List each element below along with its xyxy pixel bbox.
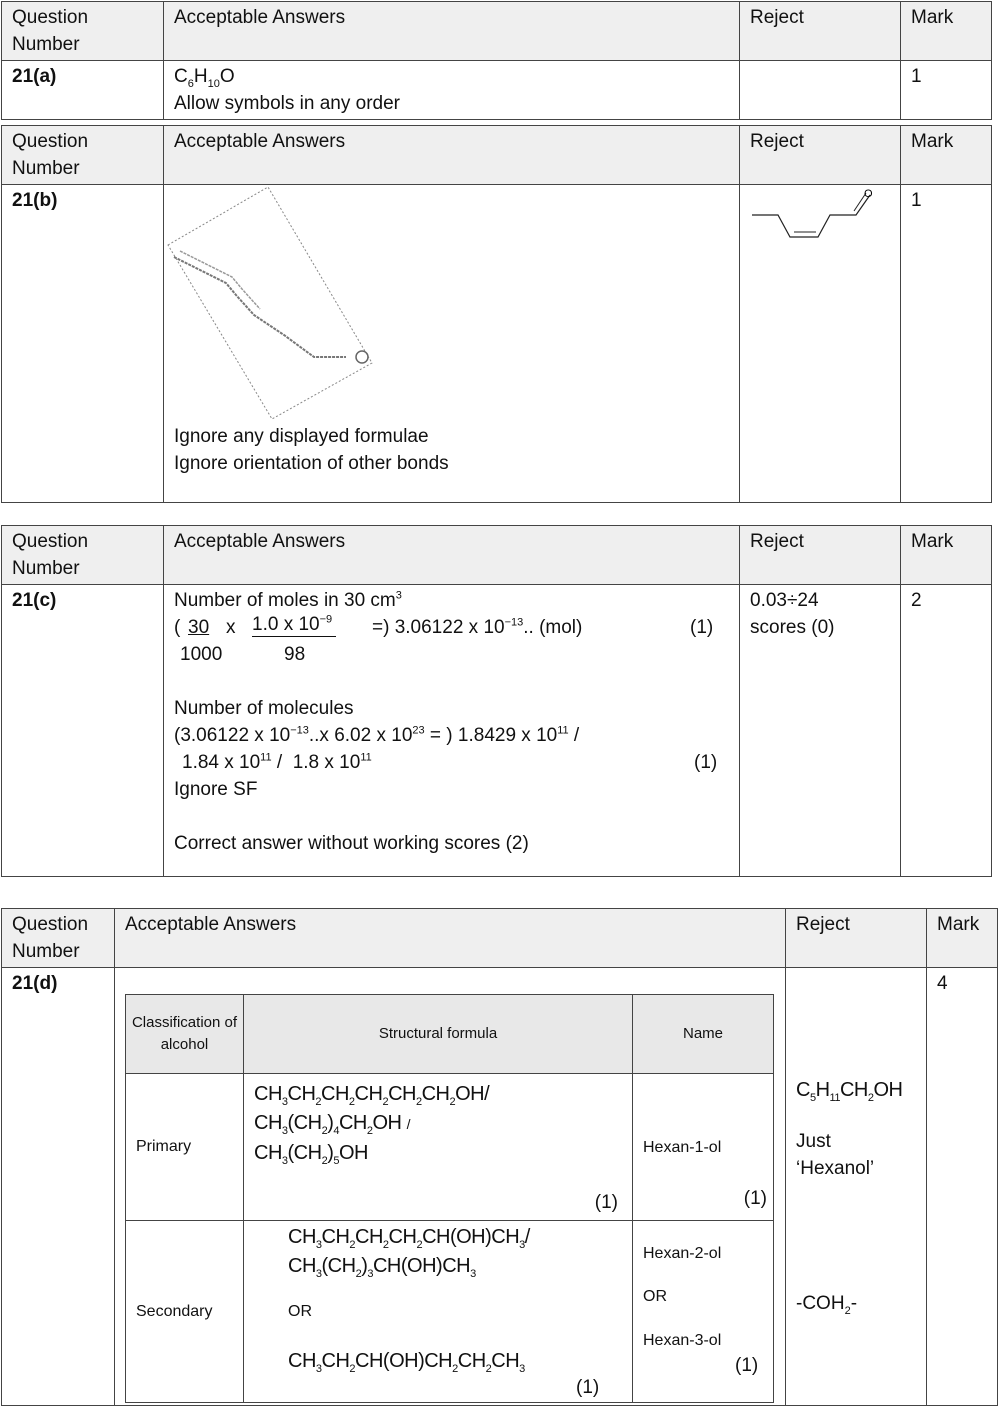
reject-just: Just	[796, 1131, 831, 1152]
mark-cell: 2	[901, 585, 992, 877]
header-reject: Reject	[740, 526, 901, 585]
reject-primary-formula: $C_5H_{11}CH_2OH$	[796, 1079, 903, 1104]
class-primary: Primary	[126, 1074, 244, 1221]
calc-numerator-2: 1.0 x $10^{-9}$	[252, 614, 336, 637]
note-displayed-formulae: Ignore any displayed formulae	[174, 426, 429, 447]
alcohol-classification-table	[125, 994, 774, 1403]
reject-cell	[740, 61, 901, 120]
secondary-formula-2: $CH_3(CH_2)_3CH(OH)CH_3$	[288, 1255, 476, 1280]
molecules-heading: Number of molecules	[174, 698, 354, 719]
rejected-structure-image	[750, 187, 880, 247]
primary-formula-cell	[244, 1074, 633, 1221]
secondary-name-or: OR	[643, 1288, 667, 1305]
correct-answer-note: Correct answer without working scores (2)	[174, 833, 529, 854]
reject-cell	[740, 185, 901, 503]
header-question-number: Question Number	[2, 526, 164, 585]
note-orientation: Ignore orientation of other bonds	[174, 453, 449, 474]
mark-cell: 4	[927, 968, 998, 1406]
calc-denominator-1: 1000	[180, 644, 223, 665]
reject-hexanol: ‘Hexanol’	[796, 1158, 875, 1179]
question-number: 21(b)	[2, 185, 164, 503]
header-acceptable-answers: Acceptable Answers	[164, 2, 740, 61]
calc-mark-2: (1)	[694, 752, 718, 773]
molecules-calc-line-2: 1.84 x $10^{11} / 1.8$ x $10^{11}$	[182, 751, 372, 773]
answer-cell	[115, 968, 786, 1406]
secondary-name-cell	[633, 1221, 774, 1403]
question-number: 21(d)	[2, 968, 115, 1406]
calc-mark-1: (1)	[690, 617, 714, 638]
inner-header-classification: Classification of alcohol	[126, 995, 244, 1074]
reject-cell	[740, 585, 901, 877]
calc-numerator-1: 30	[188, 617, 210, 638]
mark-cell: 1	[901, 61, 992, 120]
table-21d	[1, 908, 998, 1406]
primary-name-cell	[633, 1074, 774, 1221]
primary-formula-mark: (1)	[594, 1192, 618, 1213]
molecules-calc-line-1: (3.06122 x $10^{-13}..x$ 6.02 x $10^{23}$ = ) 1.8429 x $10^{11}$ /	[174, 724, 580, 746]
class-secondary: Secondary	[126, 1221, 244, 1403]
header-mark: Mark	[901, 126, 992, 185]
header-reject: Reject	[740, 126, 901, 185]
header-mark: Mark	[927, 909, 998, 968]
header-reject: Reject	[786, 909, 927, 968]
secondary-name-2: Hexan-3-ol	[643, 1332, 722, 1349]
calc-result: =) 3.06122 x $10^{-13}$.. (mol)	[372, 616, 583, 638]
header-question-number: Question Number	[2, 2, 164, 61]
header-acceptable-answers: Acceptable Answers	[115, 909, 786, 968]
question-number: 21(a)	[2, 61, 164, 120]
table-21b	[1, 125, 992, 503]
secondary-formula-mark: (1)	[576, 1377, 600, 1398]
header-mark: Mark	[901, 526, 992, 585]
header-question-number: Question Number	[2, 909, 115, 968]
ignore-sf-note: Ignore SF	[174, 779, 258, 800]
answer-note: Allow symbols in any order	[174, 93, 400, 114]
inner-header-structural-formula: Structural formula	[244, 995, 633, 1074]
secondary-formula-alt: $CH_3CH_2CH(OH)CH_2CH_2CH_3$	[288, 1350, 525, 1375]
calc-times: x	[226, 617, 236, 638]
header-question-number: Question Number	[2, 126, 164, 185]
secondary-formula-1: $CH_3CH_2CH_2CH_2CH(OH)CH_3/$	[288, 1226, 530, 1251]
calc-open-paren: (	[174, 617, 181, 638]
secondary-or: OR	[288, 1303, 312, 1320]
primary-name: Hexan-1-ol	[643, 1139, 722, 1156]
question-number: 21(c)	[2, 585, 164, 877]
primary-formula-2: $CH_3(CH_2)_4CH_2OH$ /	[254, 1112, 410, 1137]
primary-formula-3: $CH_3(CH_2)_5OH$	[254, 1142, 368, 1167]
primary-name-mark: (1)	[743, 1188, 767, 1209]
reject-line-2: scores (0)	[750, 617, 835, 638]
primary-formula-1: $CH_3CH_2CH_2CH_2CH_2CH_2OH/$	[254, 1083, 490, 1108]
reject-secondary: $-COH_2-$	[796, 1293, 858, 1317]
answer-cell	[164, 585, 740, 877]
skeletal-structure-image	[164, 185, 384, 425]
secondary-name-mark: (1)	[735, 1355, 759, 1376]
header-acceptable-answers: Acceptable Answers	[164, 526, 740, 585]
answer-cell	[164, 185, 740, 503]
header-mark: Mark	[901, 2, 992, 61]
table-21a	[1, 1, 992, 120]
calc-denominator-2: 98	[284, 644, 306, 665]
reject-line-1: 0.03÷24	[750, 590, 819, 611]
header-reject: Reject	[740, 2, 901, 61]
answer-cell	[164, 61, 740, 120]
formula-c6h10o: $C_6H_{10}O$	[174, 66, 235, 90]
mark-cell: 1	[901, 185, 992, 503]
secondary-name-1: Hexan-2-ol	[643, 1245, 722, 1262]
inner-header-name: Name	[633, 995, 774, 1074]
header-acceptable-answers: Acceptable Answers	[164, 126, 740, 185]
oxygen-atom-label: O	[864, 188, 873, 200]
table-21c	[1, 525, 992, 877]
secondary-formula-cell	[244, 1221, 633, 1403]
reject-cell	[786, 968, 927, 1406]
moles-heading: Number of moles in 30 $cm^3$	[174, 589, 402, 611]
